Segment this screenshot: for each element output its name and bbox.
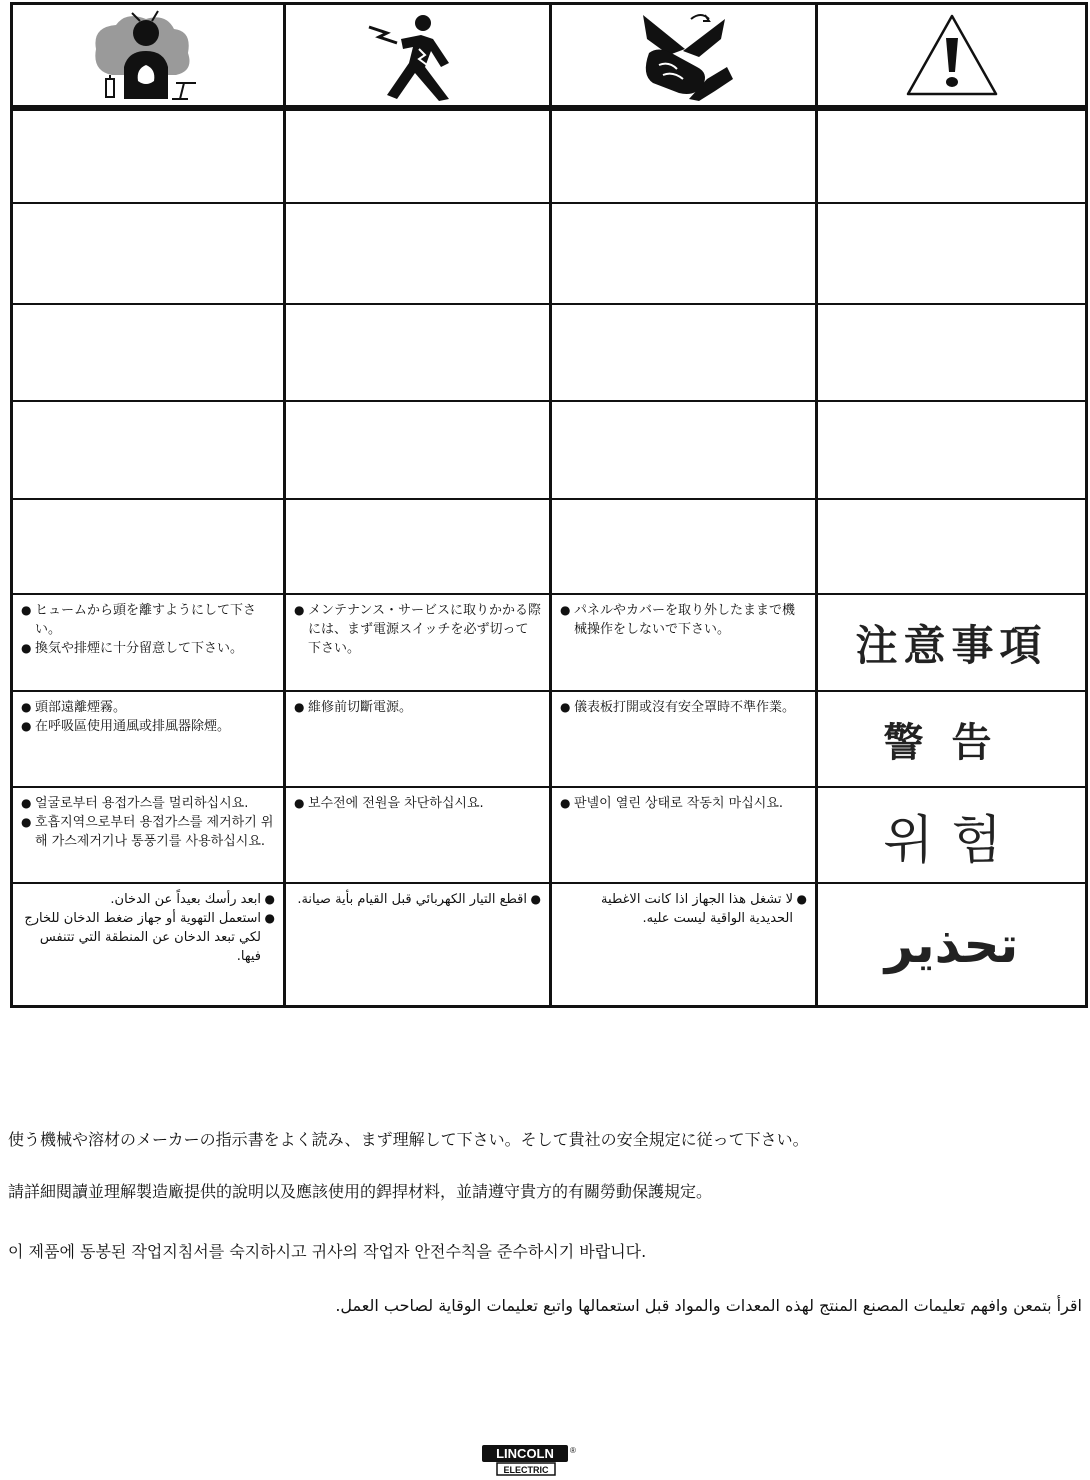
- arabic-fume-warning: [13, 884, 283, 1005]
- list-item: ● 얼굴로부터 용접가스를 멀리하십시요.: [21, 794, 275, 813]
- list-item: ● اقطع التيار الكهربائي قبل القيام بأية صيانة.: [294, 890, 541, 909]
- list-item: ● لا تشغل هذا الجهاز اذا كانت الاغطية الحديدية الواقية ليست عليه.: [560, 890, 807, 928]
- chinese-shock-warning: [286, 692, 549, 786]
- japanese-fume-warning: [13, 595, 283, 690]
- row-divider: [13, 303, 1085, 305]
- list-item: ● メンテナンス・サービスに取りかかる際には、まず電源スイッチを必ず切って下さい。: [294, 601, 541, 658]
- list-item: ● 維修前切斷電源。: [294, 698, 541, 717]
- korean-shock-warning: [286, 788, 549, 882]
- korean-fume-warning: [13, 788, 283, 882]
- footer-korean: 이 제품에 동봉된 작업지침서를 숙지하시고 귀사의 작업자 안전수칙을 준수하시기 바랍니다.: [8, 1242, 647, 1261]
- safety-warning-table: [10, 2, 1088, 1008]
- list-item: ● 보수전에 전원을 차단하십시요.: [294, 794, 541, 813]
- list-item: ● ابعد رأسك بعيداً عن الدخان.: [21, 890, 275, 909]
- korean-heading: 위험: [883, 810, 1020, 871]
- header-divider: [13, 105, 1085, 111]
- footer-chinese: 請詳細閱讀並理解製造廠提供的說明以及應該使用的銲捍材料，並請遵守貴方的有關勞動保護規定。: [8, 1182, 713, 1201]
- list-item: ● パネルやカバーを取り外したままで機械操作をしないで下さい。: [560, 601, 807, 639]
- chinese-moving-parts-warning: [552, 692, 815, 786]
- arabic-shock-warning: [286, 884, 549, 1005]
- logo-text-lincoln: LINCOLN: [496, 1446, 554, 1461]
- japanese-moving-parts-warning: [552, 595, 815, 690]
- korean-moving-parts-warning: [552, 788, 815, 882]
- list-item: ● 換気や排煙に十分留意して下さい。: [21, 639, 275, 658]
- chinese-heading: 警告: [883, 719, 1020, 766]
- lincoln-electric-logo: [481, 1444, 579, 1476]
- fume-inhalation-hazard-icon: [13, 5, 283, 105]
- row-divider: [13, 202, 1085, 204]
- footer-japanese: 使う機械や溶材のメーカーの指示書をよく読み、まず理解して下さい。そして貴社の安全規定に従って下さい。: [8, 1130, 809, 1149]
- chinese-fume-warning: [13, 692, 283, 786]
- warning-triangle-icon: [818, 5, 1085, 105]
- japanese-shock-warning: [286, 595, 549, 690]
- list-item: ● 판넬이 열린 상태로 작동치 마십시요.: [560, 794, 807, 813]
- row-divider: [13, 498, 1085, 500]
- list-item: ● 頭部遠離煙霧。: [21, 698, 275, 717]
- row-divider: [13, 400, 1085, 402]
- list-item: ● 儀表板打開或沒有安全罩時不準作業。: [560, 698, 807, 717]
- list-item: ● 호흡지역으로부터 용접가스를 제거하기 위해 가스제거기나 통풍기를 사용하십시요.: [21, 813, 275, 851]
- japanese-heading: 注意事項: [855, 620, 1048, 670]
- list-item: ● ヒュームから頭を離すようにして下さい。: [21, 601, 275, 639]
- arabic-moving-parts-warning: [552, 884, 815, 1005]
- electric-shock-hazard-icon: [286, 5, 549, 105]
- logo-registered-mark: ®: [570, 1446, 576, 1455]
- footer-arabic: اقرأ بتمعن وافهم تعليمات المصنع المنتج لهذه المعدات والمواد قبل استعمالها واتبع تعليمات الوقاية لصاحب العمل.: [335, 1296, 1082, 1315]
- list-item: ● استعمل التهوية أو جهاز ضغط الدخان للخارج لكي تبعد الدخان عن المنطقة التي تتنفس فيها.: [21, 909, 275, 966]
- list-item: ● 在呼吸區使用通風或排風器除煙。: [21, 717, 275, 736]
- logo-text-electric: ELECTRIC: [503, 1465, 549, 1475]
- moving-parts-hazard-icon: [552, 5, 815, 105]
- arabic-heading: تحذير: [884, 915, 1019, 974]
